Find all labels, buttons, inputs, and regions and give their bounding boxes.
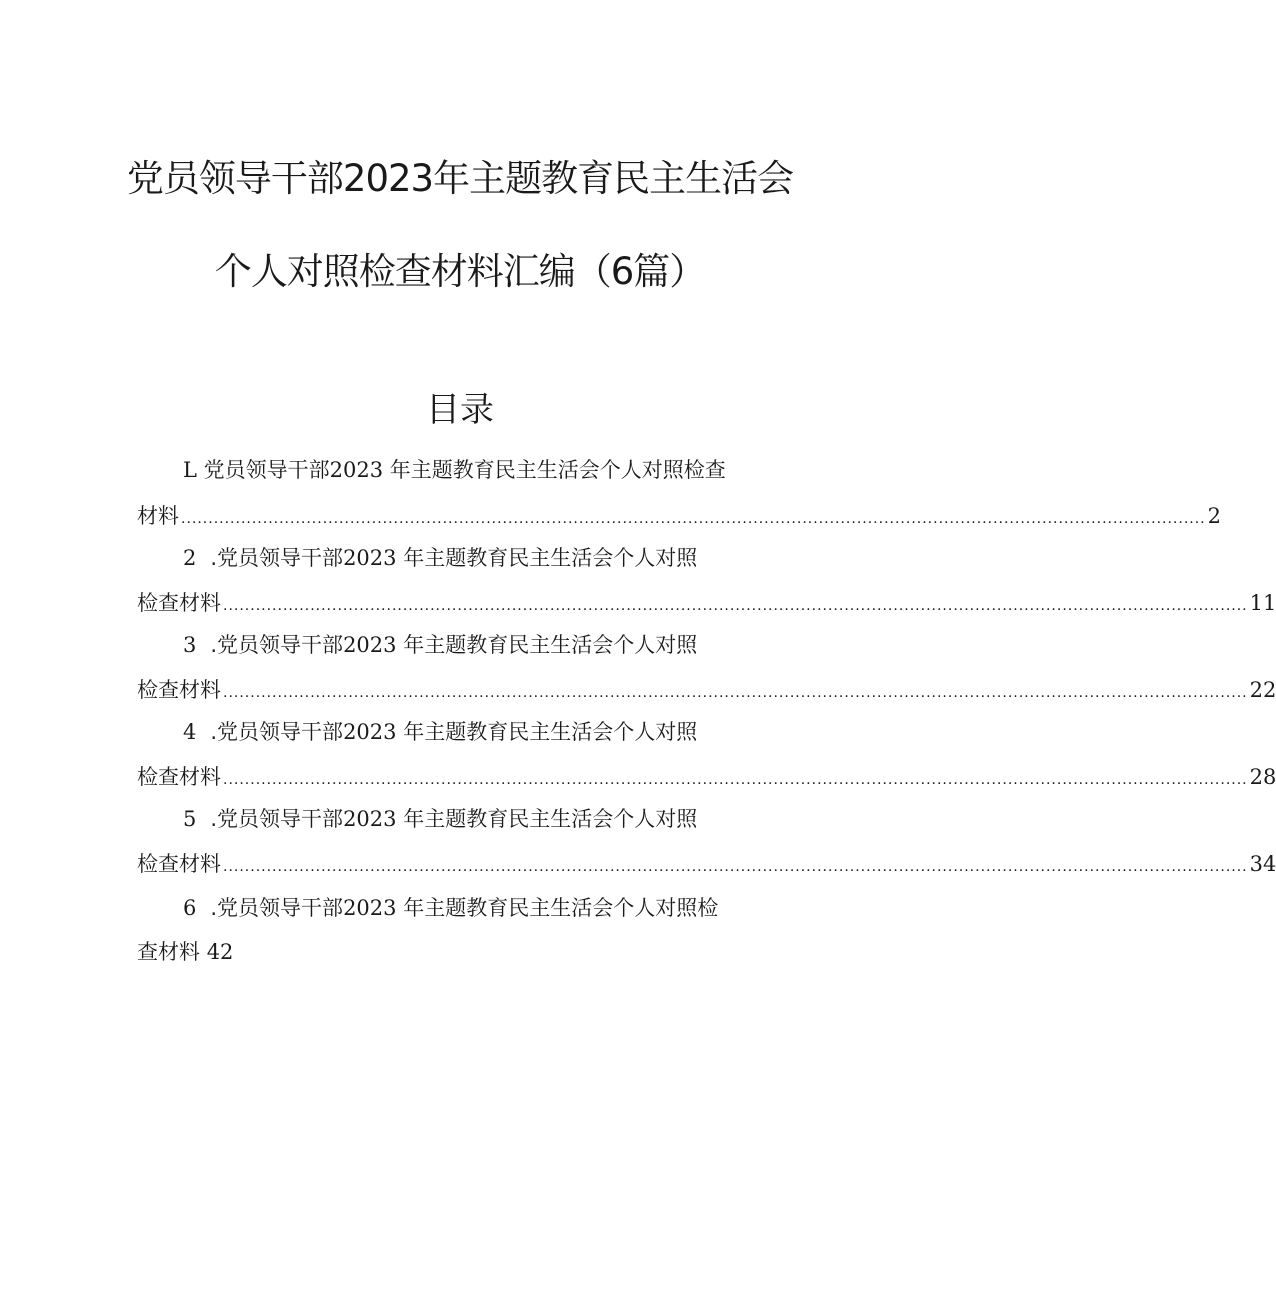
- toc-entry-year: 2023: [343, 896, 397, 920]
- toc-entry-5-line-1[interactable]: [183, 804, 697, 834]
- toc-page-number: 11: [1249, 591, 1276, 615]
- toc-entry-6-line-2[interactable]: [137, 937, 233, 967]
- toc-entry-4-line-1[interactable]: [183, 717, 697, 747]
- toc-page-number: 2: [1207, 504, 1222, 528]
- toc-entry-text: 年主题教育民主生活会个人对照: [403, 633, 698, 657]
- toc-entry-text: 年主题教育民主生活会个人对照: [403, 720, 698, 744]
- toc-entry-text: 年主题教育民主生活会个人对照: [403, 546, 698, 570]
- toc-page-number: 28: [1249, 765, 1276, 789]
- toc-entry-text: 检查材料: [137, 852, 221, 876]
- toc-entry-text: .党员领导干部: [210, 546, 344, 570]
- toc-entry-text: .党员领导干部: [210, 720, 344, 744]
- toc-entry-5-line-2[interactable]: [137, 849, 1276, 882]
- toc-entry-text: 检查材料: [137, 591, 221, 615]
- toc-heading: 目录: [426, 390, 494, 430]
- toc-entry-2-line-2[interactable]: [137, 588, 1276, 621]
- toc-entry-1-line-2[interactable]: [137, 501, 1222, 534]
- toc-page-number: 34: [1249, 852, 1276, 876]
- toc-entry-year: 2023: [343, 807, 397, 831]
- toc-entry-year: 2023: [343, 546, 397, 570]
- toc-entry-text: .党员领导干部: [210, 807, 344, 831]
- toc-entry-marker: 4: [183, 720, 197, 744]
- toc-entry-3-line-1[interactable]: [183, 630, 697, 660]
- toc-entry-marker: 6: [183, 896, 197, 920]
- toc-entry-marker: L: [183, 458, 197, 482]
- toc-leader-dots: ............................................................................................................................................................................................: [223, 598, 1248, 614]
- toc-entry-4-line-2[interactable]: [137, 762, 1276, 795]
- toc-leader-dots: ............................................................................................................................................................................................: [223, 859, 1248, 875]
- toc-entry-text: 材料: [137, 504, 179, 528]
- toc-entry-text: 党员领导干部: [203, 458, 330, 482]
- toc-leader-dots: ............................................................................................................................................................................................: [181, 511, 1206, 527]
- toc-entry-1-line-1[interactable]: [183, 455, 726, 485]
- document-title-line-1: 党员领导干部2023年主题教育民主生活会: [126, 157, 794, 200]
- toc-entry-year: 2023: [329, 458, 384, 482]
- toc-entry-text: .党员领导干部: [210, 896, 344, 920]
- toc-page-number: 42: [206, 940, 234, 964]
- toc-entry-text: 检查材料: [137, 765, 221, 789]
- toc-leader-dots: ............................................................................................................................................................................................: [223, 772, 1248, 788]
- document-title-line-2: 个人对照检查材料汇编（6篇）: [214, 250, 706, 293]
- toc-entry-text: 年主题教育民主生活会个人对照: [403, 807, 698, 831]
- toc-entry-6-line-1[interactable]: [183, 893, 718, 923]
- toc-entry-3-line-2[interactable]: [137, 675, 1276, 708]
- toc-entry-2-line-1[interactable]: [183, 543, 697, 573]
- toc-leader-dots: ............................................................................................................................................................................................: [223, 685, 1248, 701]
- toc-entry-text: 年主题教育民主生活会个人对照检查: [389, 458, 726, 482]
- toc-entry-year: 2023: [343, 720, 397, 744]
- toc-entry-marker: 3: [183, 633, 197, 657]
- toc-entry-text: 检查材料: [137, 678, 221, 702]
- toc-entry-marker: 5: [183, 807, 197, 831]
- toc-entry-text: 年主题教育民主生活会个人对照检: [403, 896, 719, 920]
- toc-entry-text: 查材料: [137, 940, 200, 964]
- toc-entry-text: .党员领导干部: [210, 633, 344, 657]
- toc-entry-marker: 2: [183, 546, 197, 570]
- toc-page-number: 22: [1249, 678, 1276, 702]
- toc-entry-year: 2023: [343, 633, 397, 657]
